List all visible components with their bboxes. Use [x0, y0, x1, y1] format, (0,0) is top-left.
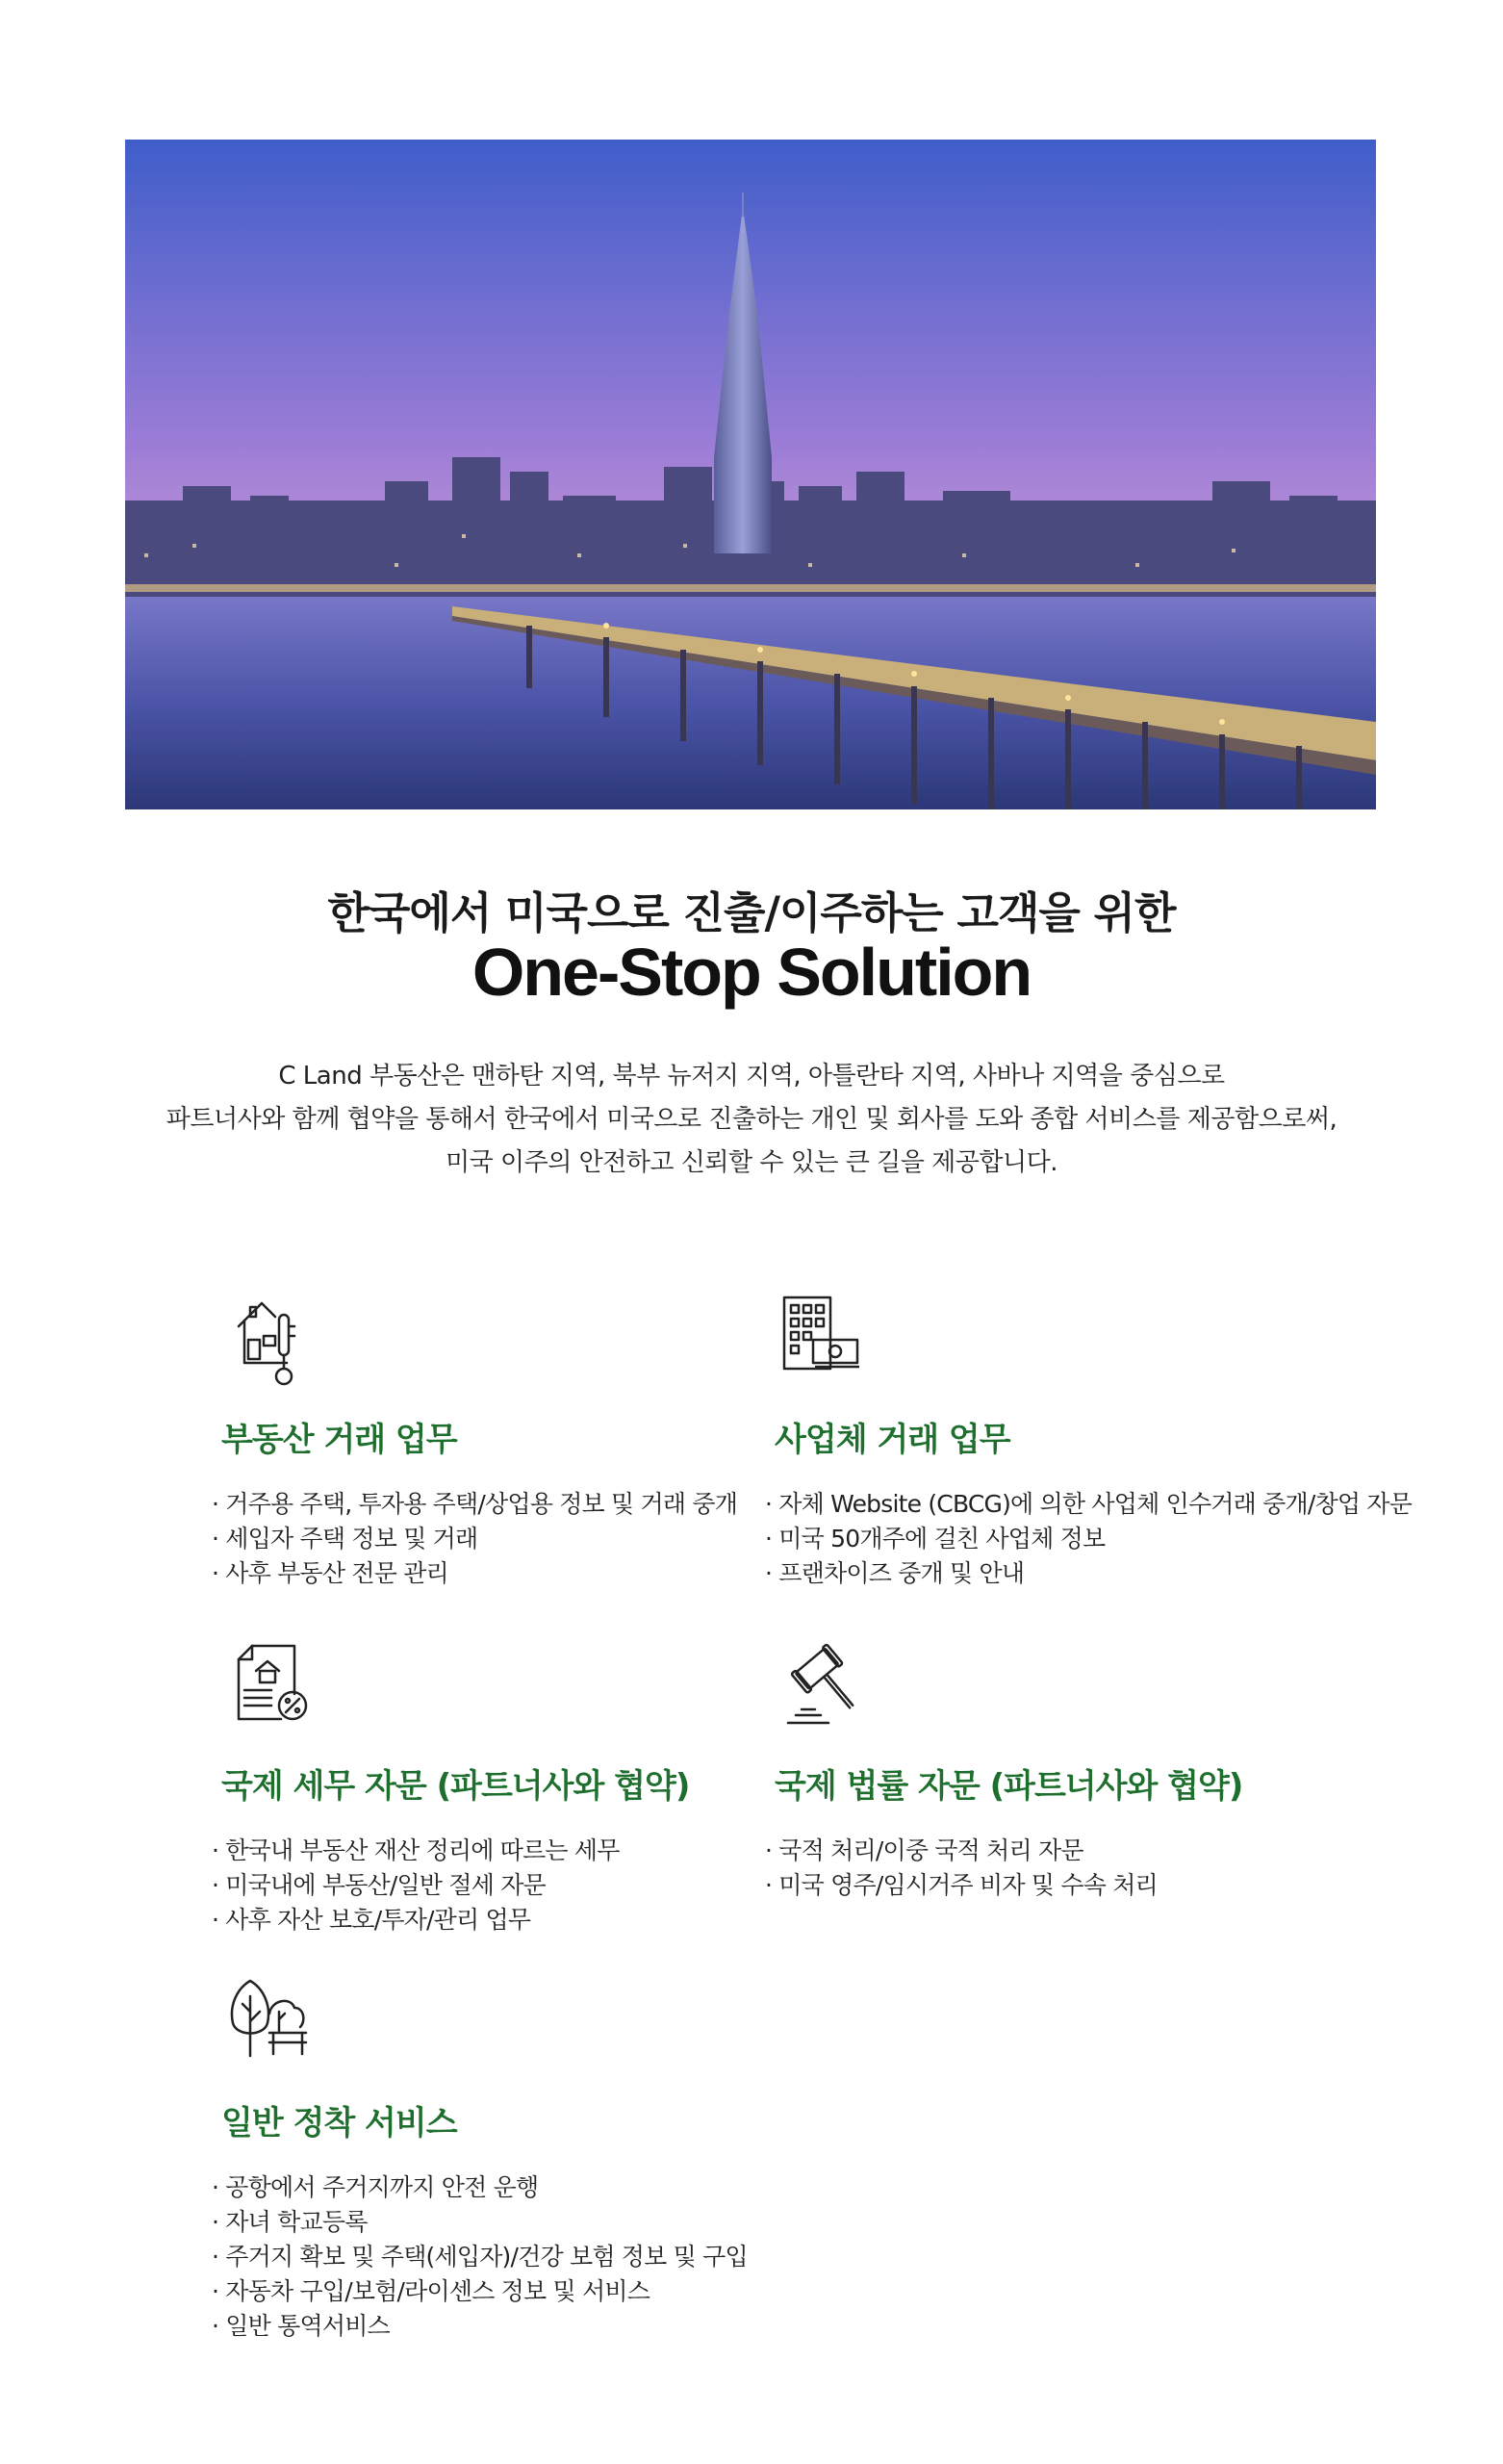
list-item: · 한국내 부동산 재산 정리에 따르는 세무 — [212, 1834, 828, 1868]
service-title: 국제 법률 자문 (파트너사와 협약) — [775, 1767, 1243, 1806]
service-list — [765, 1834, 1381, 1903]
service-list — [212, 2170, 828, 2344]
list-item: · 미국내에 부동산/일반 절세 자문 — [212, 1868, 828, 1903]
description-line: C Land 부동산은 맨하탄 지역, 북부 뉴저지 지역, 아틀란타 지역, 사바나 지역을 중심으로 — [278, 1062, 1225, 1091]
service-settlement — [212, 1964, 828, 2344]
list-item: · 일반 통역서비스 — [212, 2309, 828, 2344]
gavel-icon — [765, 1627, 880, 1742]
hero-image — [125, 140, 1376, 809]
service-list — [765, 1487, 1413, 1591]
service-list — [212, 1487, 828, 1591]
list-item: · 사후 자산 보호/투자/관리 업무 — [212, 1903, 828, 1938]
list-item: · 주거지 확보 및 주택(세입자)/건강 보험 정보 및 구입 — [212, 2240, 828, 2274]
description-line: 파트너사와 함께 협약을 통해서 한국에서 미국으로 진출하는 개인 및 회사를 도와 종합 서비스를 제공함으로써, — [166, 1105, 1337, 1134]
service-title: 국제 세무 자문 (파트너사와 협약) — [221, 1767, 690, 1806]
description-line: 미국 이주의 안전하고 신뢰할 수 있는 큰 길을 제공합니다. — [445, 1148, 1058, 1177]
list-item: · 국적 처리/이중 국적 처리 자문 — [765, 1834, 1381, 1868]
list-item: · 프랜차이즈 중개 및 안내 — [765, 1556, 1381, 1591]
list-item: · 세입자 주택 정보 및 거래 — [212, 1522, 828, 1556]
building-money-icon — [765, 1280, 880, 1396]
intro-description — [0, 1055, 1503, 1185]
list-item: · 거주용 주택, 투자용 주택/상업용 정보 및 거래 중개 — [212, 1487, 828, 1522]
list-item: · 자녀 학교등록 — [212, 2205, 828, 2240]
intro-subtitle: 한국에서 미국으로 진출/이주하는 고객을 위한 — [327, 887, 1176, 938]
service-title: 부동산 거래 업무 — [221, 1421, 457, 1459]
intro-title: One-Stop Solution — [471, 935, 1032, 1010]
list-item: · 공항에서 주거지까지 안전 운행 — [212, 2170, 828, 2205]
tree-bench-icon — [212, 1964, 327, 2079]
service-title: 사업체 거래 업무 — [775, 1421, 1010, 1459]
service-business — [765, 1280, 1413, 1591]
tax-document-icon — [212, 1627, 327, 1742]
list-item: · 미국 50개주에 걸친 사업체 정보 — [765, 1522, 1381, 1556]
list-item: · 자동차 구입/보험/라이센스 정보 및 서비스 — [212, 2274, 828, 2309]
list-item: · 자체 Website (CBCG)에 의한 사업체 인수거래 중개/창업 자문 — [765, 1487, 1381, 1522]
house-key-icon — [212, 1280, 327, 1396]
service-legal — [765, 1627, 1381, 1903]
service-title: 일반 정착 서비스 — [221, 2104, 457, 2143]
service-list — [212, 1834, 828, 1938]
service-tax — [212, 1627, 828, 1938]
list-item: · 사후 부동산 전문 관리 — [212, 1556, 828, 1591]
list-item: · 미국 영주/임시거주 비자 및 수속 처리 — [765, 1868, 1381, 1903]
service-real-estate — [212, 1280, 828, 1591]
